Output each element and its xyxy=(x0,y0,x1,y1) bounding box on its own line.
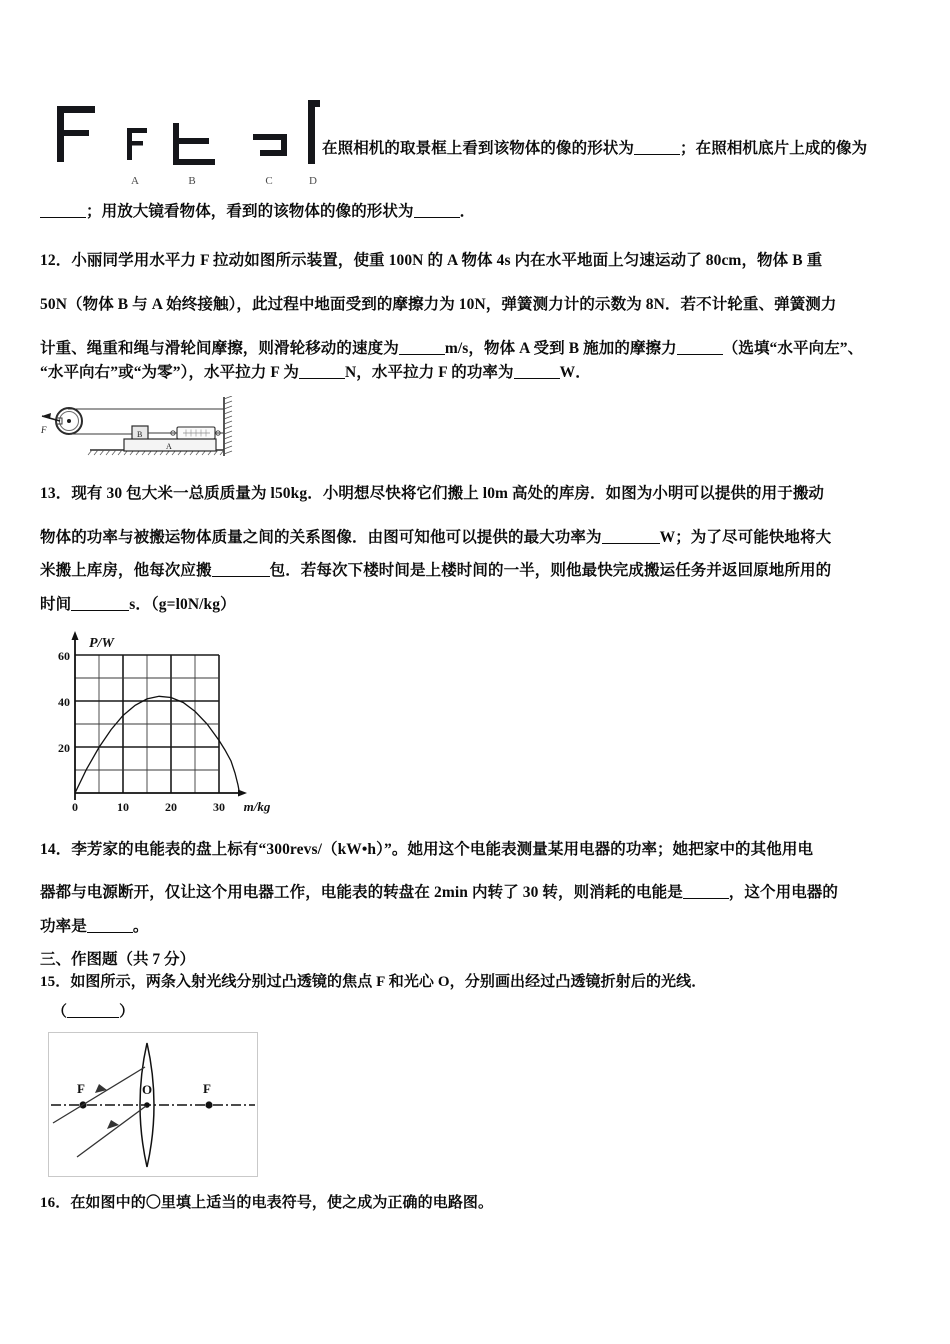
q15-line2 xyxy=(52,1004,134,1021)
incident-ray-2 xyxy=(77,1106,146,1157)
y-tick-20: 20 xyxy=(58,741,70,755)
q11-line1-text: 在照相机的取景框上看到该物体的像的形状为 xyxy=(322,140,635,157)
q15-paren-open: （ xyxy=(52,1004,68,1020)
q14-line3 xyxy=(40,918,148,935)
q15-number: 15． xyxy=(40,974,71,990)
q11-blank-1[interactable] xyxy=(634,154,680,155)
q12-blank-friction[interactable] xyxy=(677,354,723,355)
x-tick-30: 30 xyxy=(213,800,225,814)
q12-number: 12． xyxy=(40,252,72,269)
y-axis-label: P/W xyxy=(89,636,114,651)
q12-line2-text: 50N（物体 B 与 A 始终接触），此过程中地面受到的摩擦力为 10N，弹簧测力计的示数为 8N．若不计轮重、弹簧测力 xyxy=(40,296,837,313)
letter-f-options-svg xyxy=(55,100,320,190)
focal-point-left-label: F xyxy=(77,1081,85,1096)
q13-line4b-text: s．（g=l0N/kg） xyxy=(129,596,236,613)
option-label-a: A xyxy=(131,175,139,187)
q16-line1 xyxy=(40,1195,493,1212)
optical-center-label: O xyxy=(142,1082,153,1097)
power-mass-graph-figure xyxy=(45,625,335,825)
y-tick-40: 40 xyxy=(58,695,70,709)
q13-blank-time[interactable] xyxy=(71,610,129,611)
x-tick-0: 0 xyxy=(72,800,78,814)
option-label-c: C xyxy=(265,175,273,187)
q11-blank-3[interactable] xyxy=(414,217,460,218)
q12-line4c-text: W． xyxy=(559,364,591,381)
q14-number: 14． xyxy=(40,841,72,858)
q11-blank-2[interactable] xyxy=(40,217,86,218)
q14-line2b-text: ，这个用电器的 xyxy=(728,884,838,901)
q14-line2 xyxy=(40,884,838,901)
q13-number: 13． xyxy=(40,485,72,502)
incident-ray-1 xyxy=(53,1067,145,1123)
q15-line1 xyxy=(40,974,706,991)
q12-line4b-text: N，水平拉力 F 的功率为 xyxy=(345,364,514,381)
pulley-apparatus-figure xyxy=(38,396,238,458)
q13-blank-bags[interactable] xyxy=(212,576,270,577)
letter-f-options-figure xyxy=(55,100,320,190)
q12-line3 xyxy=(40,340,863,357)
q14-blank-power[interactable] xyxy=(87,932,133,933)
q12-line2 xyxy=(40,296,837,313)
option-label-b: B xyxy=(188,175,196,187)
q12-line1 xyxy=(40,252,822,269)
block-a-label: A xyxy=(166,442,172,451)
q13-line2a-text: 物体的功率与被搬运物体质量之间的关系图像．由图可知他可以提供的最大功率为 xyxy=(40,529,602,546)
q11-line1-tail: ；在照相机底片上成的像为 xyxy=(680,140,868,157)
q11-line1 xyxy=(322,140,867,157)
q13-line1-text: 现有 30 包大米一总质质量为 l50kg．小明想尽快将它们搬上 l0m 高处的库房．如图为小明可以提供的用于搬动 xyxy=(71,485,825,502)
q12-blank-force[interactable] xyxy=(299,378,345,379)
q14-line3b-text: 。 xyxy=(132,918,149,935)
q12-blank-speed[interactable] xyxy=(399,354,445,355)
x-axis-label: m/kg xyxy=(243,799,271,814)
q16-number: 16． xyxy=(40,1195,71,1211)
option-label-d: D xyxy=(309,175,317,187)
y-tick-60: 60 xyxy=(58,649,70,663)
q14-blank-energy[interactable] xyxy=(683,898,729,899)
q13-blank-maxpower[interactable] xyxy=(602,543,660,544)
q13-line3 xyxy=(40,562,831,579)
q12-blank-power[interactable] xyxy=(514,378,560,379)
q14-line3a-text: 功率是 xyxy=(40,918,87,935)
q13-line1 xyxy=(40,485,824,502)
focal-point-right-label: F xyxy=(203,1081,211,1096)
q12-line1-text: 小丽同学用水平力 F 拉动如图所示装置，使重 100N 的 A 物体 4s 内在水平地面上匀速运动了 80cm，物体 B 重 xyxy=(71,252,823,269)
q13-line2b-text: W；为了尽可能快地将大 xyxy=(659,529,832,546)
x-tick-20: 20 xyxy=(165,800,177,814)
q11-line2-tail: ． xyxy=(459,203,476,220)
x-tick-10: 10 xyxy=(117,800,129,814)
q14-line1-text: 李芳家的电能表的盘上标有“300revs/（kW•h）”。她用这个电能表测量某用电器的功率；她把家中的其他用电 xyxy=(71,841,814,858)
pulley-apparatus-svg xyxy=(38,396,238,458)
q12-line3a-text: 计重、绳重和绳与滑轮间摩擦，则滑轮移动的速度为 xyxy=(40,340,399,357)
q16-line1-text: 在如图中的〇里填上适当的电表符号，使之成为正确的电路图。 xyxy=(70,1195,494,1211)
power-mass-graph-svg xyxy=(45,625,335,825)
q12-line3c-text: （选填“水平向左”、 xyxy=(722,340,864,357)
section-3-heading: 三、作图题（共 7 分） xyxy=(40,951,196,968)
q13-line3b-text: 包．若每次下楼时间是上楼时间的一半，则他最快完成搬运任务并返回原地所用的 xyxy=(269,562,832,579)
q11-line2-text: ；用放大镜看物体，看到的该物体的像的形状为 xyxy=(86,203,414,220)
q11-line2 xyxy=(40,203,475,220)
q15-paren-close: ） xyxy=(119,1004,135,1020)
convex-lens-svg xyxy=(49,1033,257,1176)
q14-line1 xyxy=(40,841,813,858)
q12-line4 xyxy=(40,364,591,381)
block-b-label: B xyxy=(137,430,143,439)
q13-line4 xyxy=(40,596,236,613)
convex-lens-figure xyxy=(48,1032,258,1177)
q13-line2 xyxy=(40,529,831,546)
q15-line1-text: 如图所示，两条入射光线分别过凸透镜的焦点 F 和光心 O，分别画出经过凸透镜折射后的光线． xyxy=(70,974,707,990)
q12-line4a-text: “水平向右”或“为零”），水平拉力 F 为 xyxy=(40,364,299,381)
q14-line2a-text: 器都与电源断开，仅让这个用电器工作，电能表的转盘在 2min 内转了 30 转，则消耗的电能是 xyxy=(40,884,683,901)
q12-line3b-text: m/s，物体 A 受到 B 施加的摩擦力 xyxy=(444,340,677,357)
q15-blank-answer[interactable] xyxy=(67,1017,119,1018)
force-f-label: F xyxy=(41,425,47,435)
q13-line3a-text: 米搬上库房，他每次应搬 xyxy=(40,562,212,579)
q13-line4a-text: 时间 xyxy=(40,596,72,613)
focal-point-right-dot xyxy=(205,1101,212,1108)
